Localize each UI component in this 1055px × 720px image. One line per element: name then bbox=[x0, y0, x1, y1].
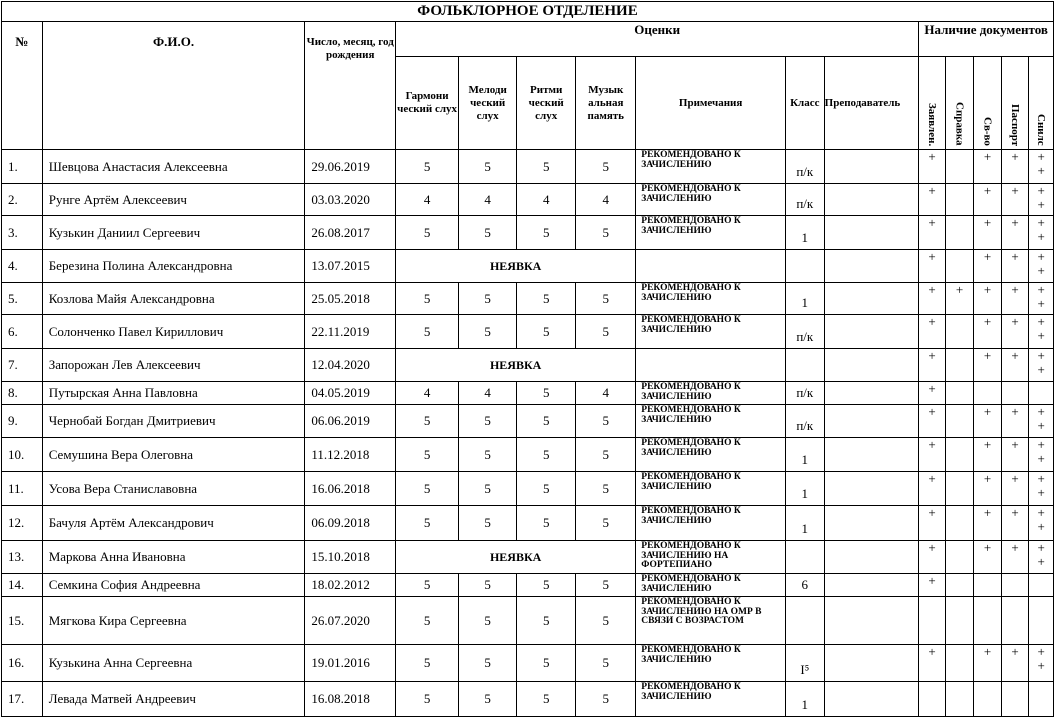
table-row bbox=[2, 216, 1054, 250]
doc-certificate bbox=[945, 382, 974, 405]
grade-rhythmic: 5 bbox=[517, 506, 576, 541]
row-number: 1. bbox=[2, 150, 43, 184]
teacher-cell bbox=[824, 506, 919, 541]
teacher-cell bbox=[824, 184, 919, 216]
header-docs: Наличие документов bbox=[919, 22, 1054, 57]
doc-application: + bbox=[919, 216, 945, 250]
grade-memory: 5 bbox=[576, 597, 636, 645]
grade-memory: 4 bbox=[576, 184, 636, 216]
grade-harmonic: 4 bbox=[396, 382, 459, 405]
class-value: 1 bbox=[785, 472, 824, 506]
teacher-cell bbox=[824, 682, 919, 717]
header-notes: Примечания bbox=[636, 57, 786, 150]
grade-memory: 5 bbox=[576, 150, 636, 184]
grade-melodic: 5 bbox=[459, 506, 517, 541]
header-doc-birth-cert: Св-во bbox=[974, 57, 1001, 150]
table-row bbox=[2, 506, 1054, 541]
absence-mark: НЕЯВКА bbox=[396, 250, 636, 283]
note: РЕКОМЕНДОВАНО К ЗАЧИСЛЕНИЮ bbox=[636, 645, 786, 682]
doc-certificate bbox=[945, 472, 974, 506]
student-name: Козлова Майя Александровна bbox=[42, 283, 305, 315]
doc-application: + bbox=[919, 438, 945, 472]
note: РЕКОМЕНДОВАНО К ЗАЧИСЛЕНИЮ bbox=[636, 216, 786, 250]
birth-date: 18.02.2012 bbox=[305, 574, 396, 597]
row-number: 16. bbox=[2, 645, 43, 682]
doc-application: + bbox=[919, 506, 945, 541]
class-value: п/к bbox=[785, 405, 824, 438]
class-value: I⁵ bbox=[785, 645, 824, 682]
doc-snils bbox=[1029, 574, 1054, 597]
doc-passport: + bbox=[1001, 472, 1028, 506]
grade-melodic: 5 bbox=[459, 645, 517, 682]
doc-certificate bbox=[945, 405, 974, 438]
row-number: 4. bbox=[2, 250, 43, 283]
table-row bbox=[2, 349, 1054, 382]
doc-application: + bbox=[919, 283, 945, 315]
student-name: Чернобай Богдан Дмитриевич bbox=[42, 405, 305, 438]
doc-snils: + + bbox=[1029, 283, 1054, 315]
class-value bbox=[785, 541, 824, 574]
doc-birth-cert: + bbox=[974, 184, 1001, 216]
row-number: 6. bbox=[2, 315, 43, 349]
doc-certificate bbox=[945, 150, 974, 184]
birth-date: 03.03.2020 bbox=[305, 184, 396, 216]
grade-rhythmic: 5 bbox=[517, 574, 576, 597]
birth-date: 12.04.2020 bbox=[305, 349, 396, 382]
grade-rhythmic: 5 bbox=[517, 682, 576, 717]
doc-certificate bbox=[945, 216, 974, 250]
grade-harmonic: 5 bbox=[396, 438, 459, 472]
grade-rhythmic: 5 bbox=[517, 283, 576, 315]
class-value bbox=[785, 597, 824, 645]
doc-application: + bbox=[919, 315, 945, 349]
birth-date: 16.06.2018 bbox=[305, 472, 396, 506]
grade-memory: 5 bbox=[576, 438, 636, 472]
doc-certificate bbox=[945, 541, 974, 574]
class-value: п/к bbox=[785, 315, 824, 349]
doc-passport: + bbox=[1001, 216, 1028, 250]
doc-snils: + + bbox=[1029, 349, 1054, 382]
student-name: Семушина Вера Олеговна bbox=[42, 438, 305, 472]
doc-application: + bbox=[919, 645, 945, 682]
note: РЕКОМЕНДОВАНО К ЗАЧИСЛЕНИЮ bbox=[636, 150, 786, 184]
grade-memory: 5 bbox=[576, 574, 636, 597]
note: РЕКОМЕНДОВАНО К ЗАЧИСЛЕНИЮ bbox=[636, 184, 786, 216]
table-row bbox=[2, 150, 1054, 184]
doc-passport: + bbox=[1001, 283, 1028, 315]
doc-birth-cert: + bbox=[974, 645, 1001, 682]
doc-certificate bbox=[945, 506, 974, 541]
table-row bbox=[2, 645, 1054, 682]
birth-date: 15.10.2018 bbox=[305, 541, 396, 574]
grade-harmonic: 5 bbox=[396, 645, 459, 682]
doc-birth-cert bbox=[974, 682, 1001, 717]
table-row bbox=[2, 541, 1054, 574]
table-row bbox=[2, 405, 1054, 438]
grade-melodic: 5 bbox=[459, 597, 517, 645]
row-number: 3. bbox=[2, 216, 43, 250]
doc-passport: + bbox=[1001, 405, 1028, 438]
grade-harmonic: 5 bbox=[396, 150, 459, 184]
header-harmonic: Гармони ческий слух bbox=[396, 57, 459, 150]
doc-passport: + bbox=[1001, 541, 1028, 574]
row-number: 17. bbox=[2, 682, 43, 717]
note: РЕКОМЕНДОВАНО К ЗАЧИСЛЕНИЮ bbox=[636, 682, 786, 717]
class-value bbox=[785, 250, 824, 283]
table-row bbox=[2, 315, 1054, 349]
doc-birth-cert: + bbox=[974, 283, 1001, 315]
teacher-cell bbox=[824, 315, 919, 349]
grade-harmonic: 5 bbox=[396, 472, 459, 506]
teacher-cell bbox=[824, 216, 919, 250]
doc-birth-cert: + bbox=[974, 541, 1001, 574]
doc-certificate bbox=[945, 574, 974, 597]
doc-application: + bbox=[919, 405, 945, 438]
teacher-cell bbox=[824, 472, 919, 506]
grade-memory: 5 bbox=[576, 682, 636, 717]
doc-application bbox=[919, 597, 945, 645]
doc-passport: + bbox=[1001, 150, 1028, 184]
row-number: 15. bbox=[2, 597, 43, 645]
teacher-cell bbox=[824, 645, 919, 682]
grade-melodic: 5 bbox=[459, 315, 517, 349]
row-number: 14. bbox=[2, 574, 43, 597]
doc-passport bbox=[1001, 574, 1028, 597]
doc-snils bbox=[1029, 597, 1054, 645]
grade-rhythmic: 5 bbox=[517, 438, 576, 472]
birth-date: 04.05.2019 bbox=[305, 382, 396, 405]
header-doc-certificate: Справка bbox=[945, 57, 974, 150]
class-value: п/к bbox=[785, 184, 824, 216]
grade-melodic: 5 bbox=[459, 283, 517, 315]
doc-snils: + + bbox=[1029, 472, 1054, 506]
header-klass: Класс bbox=[785, 57, 824, 150]
grade-rhythmic: 5 bbox=[517, 472, 576, 506]
class-value: 6 bbox=[785, 574, 824, 597]
header-dob: Число, месяц, год рождения bbox=[305, 22, 396, 150]
birth-date: 13.07.2015 bbox=[305, 250, 396, 283]
grade-harmonic: 5 bbox=[396, 506, 459, 541]
doc-snils: + + bbox=[1029, 315, 1054, 349]
teacher-cell bbox=[824, 283, 919, 315]
doc-application: + bbox=[919, 541, 945, 574]
doc-birth-cert: + bbox=[974, 506, 1001, 541]
header-teacher: Преподаватель bbox=[824, 57, 919, 150]
grade-memory: 5 bbox=[576, 506, 636, 541]
row-number: 8. bbox=[2, 382, 43, 405]
table-row bbox=[2, 438, 1054, 472]
birth-date: 16.08.2018 bbox=[305, 682, 396, 717]
note: РЕКОМЕНДОВАНО К ЗАЧИСЛЕНИЮ bbox=[636, 506, 786, 541]
note: РЕКОМЕНДОВАНО К ЗАЧИСЛЕНИЮ bbox=[636, 382, 786, 405]
note bbox=[636, 349, 786, 382]
row-number: 2. bbox=[2, 184, 43, 216]
doc-birth-cert bbox=[974, 597, 1001, 645]
doc-certificate bbox=[945, 597, 974, 645]
teacher-cell bbox=[824, 438, 919, 472]
birth-date: 26.08.2017 bbox=[305, 216, 396, 250]
grade-rhythmic: 5 bbox=[517, 405, 576, 438]
page-title: ФОЛЬКЛОРНОЕ ОТДЕЛЕНИЕ bbox=[2, 2, 1054, 22]
class-value: 1 bbox=[785, 682, 824, 717]
student-name: Усова Вера Станиславовна bbox=[42, 472, 305, 506]
row-number: 11. bbox=[2, 472, 43, 506]
birth-date: 26.07.2020 bbox=[305, 597, 396, 645]
doc-passport: + bbox=[1001, 315, 1028, 349]
row-number: 5. bbox=[2, 283, 43, 315]
teacher-cell bbox=[824, 382, 919, 405]
row-number: 12. bbox=[2, 506, 43, 541]
doc-application bbox=[919, 682, 945, 717]
table-row bbox=[2, 597, 1054, 645]
student-name: Кузькин Даниил Сергеевич bbox=[42, 216, 305, 250]
absence-mark: НЕЯВКА bbox=[396, 541, 636, 574]
doc-application: + bbox=[919, 349, 945, 382]
table-row bbox=[2, 283, 1054, 315]
grade-harmonic: 5 bbox=[396, 405, 459, 438]
class-value: 1 bbox=[785, 506, 824, 541]
doc-application: + bbox=[919, 574, 945, 597]
header-melodic: Мелоди ческий слух bbox=[459, 57, 517, 150]
teacher-cell bbox=[824, 597, 919, 645]
teacher-cell bbox=[824, 541, 919, 574]
grade-rhythmic: 5 bbox=[517, 382, 576, 405]
doc-birth-cert: + bbox=[974, 405, 1001, 438]
doc-certificate bbox=[945, 349, 974, 382]
header-rhythmic: Ритми ческий слух bbox=[517, 57, 576, 150]
header-doc-snils: Снилс bbox=[1029, 57, 1054, 150]
doc-passport: + bbox=[1001, 349, 1028, 382]
row-number: 9. bbox=[2, 405, 43, 438]
grade-melodic: 5 bbox=[459, 472, 517, 506]
doc-passport bbox=[1001, 597, 1028, 645]
doc-snils bbox=[1029, 682, 1054, 717]
teacher-cell bbox=[824, 405, 919, 438]
grade-harmonic: 5 bbox=[396, 216, 459, 250]
doc-snils: + + bbox=[1029, 438, 1054, 472]
note: РЕКОМЕНДОВАНО К ЗАЧИСЛЕНИЮ bbox=[636, 438, 786, 472]
grade-memory: 5 bbox=[576, 645, 636, 682]
doc-passport bbox=[1001, 682, 1028, 717]
grade-memory: 5 bbox=[576, 216, 636, 250]
birth-date: 11.12.2018 bbox=[305, 438, 396, 472]
doc-birth-cert: + bbox=[974, 250, 1001, 283]
doc-passport: + bbox=[1001, 250, 1028, 283]
birth-date: 25.05.2018 bbox=[305, 283, 396, 315]
header-grades: Оценки bbox=[396, 22, 919, 57]
doc-certificate bbox=[945, 645, 974, 682]
doc-application: + bbox=[919, 472, 945, 506]
table-row bbox=[2, 382, 1054, 405]
grade-harmonic: 5 bbox=[396, 574, 459, 597]
grade-memory: 4 bbox=[576, 382, 636, 405]
doc-application: + bbox=[919, 184, 945, 216]
grade-rhythmic: 5 bbox=[517, 597, 576, 645]
doc-snils bbox=[1029, 382, 1054, 405]
row-number: 7. bbox=[2, 349, 43, 382]
header-memory: Музык альная память bbox=[576, 57, 636, 150]
note: РЕКОМЕНДОВАНО К ЗАЧИСЛЕНИЮ bbox=[636, 283, 786, 315]
grade-melodic: 5 bbox=[459, 216, 517, 250]
teacher-cell bbox=[824, 574, 919, 597]
grade-memory: 5 bbox=[576, 405, 636, 438]
doc-birth-cert: + bbox=[974, 150, 1001, 184]
grade-rhythmic: 5 bbox=[517, 645, 576, 682]
student-name: Солонченко Павел Кириллович bbox=[42, 315, 305, 349]
table-row bbox=[2, 682, 1054, 717]
grade-memory: 5 bbox=[576, 315, 636, 349]
student-name: Березина Полина Александровна bbox=[42, 250, 305, 283]
doc-application: + bbox=[919, 250, 945, 283]
student-name: Мягкова Кира Сергеевна bbox=[42, 597, 305, 645]
student-name: Бачуля Артём Александрович bbox=[42, 506, 305, 541]
doc-birth-cert: + bbox=[974, 349, 1001, 382]
grade-melodic: 5 bbox=[459, 150, 517, 184]
doc-certificate bbox=[945, 682, 974, 717]
row-number: 13. bbox=[2, 541, 43, 574]
grade-harmonic: 5 bbox=[396, 315, 459, 349]
doc-snils: + + bbox=[1029, 150, 1054, 184]
header-fio: Ф.И.О. bbox=[42, 22, 305, 150]
doc-birth-cert: + bbox=[974, 472, 1001, 506]
student-name: Левада Матвей Андреевич bbox=[42, 682, 305, 717]
doc-passport: + bbox=[1001, 645, 1028, 682]
table-row bbox=[2, 250, 1054, 283]
table-row bbox=[2, 472, 1054, 506]
note: РЕКОМЕНДОВАНО К ЗАЧИСЛЕНИЮ НА ОМР В СВЯЗИ С ВОЗРАСТОМ bbox=[636, 597, 786, 645]
teacher-cell bbox=[824, 150, 919, 184]
birth-date: 06.06.2019 bbox=[305, 405, 396, 438]
absence-mark: НЕЯВКА bbox=[396, 349, 636, 382]
grade-rhythmic: 5 bbox=[517, 150, 576, 184]
note: РЕКОМЕНДОВАНО К ЗАЧИСЛЕНИЮ bbox=[636, 315, 786, 349]
grade-melodic: 5 bbox=[459, 682, 517, 717]
grade-melodic: 5 bbox=[459, 438, 517, 472]
doc-application: + bbox=[919, 150, 945, 184]
student-name: Маркова Анна Ивановна bbox=[42, 541, 305, 574]
class-value: п/к bbox=[785, 150, 824, 184]
student-name: Семкина София Андреевна bbox=[42, 574, 305, 597]
table-row bbox=[2, 184, 1054, 216]
row-number: 10. bbox=[2, 438, 43, 472]
birth-date: 29.06.2019 bbox=[305, 150, 396, 184]
grade-memory: 5 bbox=[576, 283, 636, 315]
doc-snils: + + bbox=[1029, 250, 1054, 283]
grade-rhythmic: 5 bbox=[517, 216, 576, 250]
doc-certificate bbox=[945, 184, 974, 216]
student-name: Рунге Артём Алексеевич bbox=[42, 184, 305, 216]
doc-birth-cert: + bbox=[974, 438, 1001, 472]
doc-birth-cert bbox=[974, 382, 1001, 405]
grade-rhythmic: 5 bbox=[517, 315, 576, 349]
doc-certificate bbox=[945, 250, 974, 283]
birth-date: 19.01.2016 bbox=[305, 645, 396, 682]
note: РЕКОМЕНДОВАНО К ЗАЧИСЛЕНИЮ НА ФОРТЕПИАНО bbox=[636, 541, 786, 574]
doc-snils: + + bbox=[1029, 506, 1054, 541]
student-name: Запорожан Лев Алексеевич bbox=[42, 349, 305, 382]
doc-birth-cert bbox=[974, 574, 1001, 597]
grade-harmonic: 5 bbox=[396, 283, 459, 315]
note bbox=[636, 250, 786, 283]
grade-harmonic: 5 bbox=[396, 597, 459, 645]
doc-certificate bbox=[945, 315, 974, 349]
doc-birth-cert: + bbox=[974, 315, 1001, 349]
grade-harmonic: 4 bbox=[396, 184, 459, 216]
grade-melodic: 5 bbox=[459, 574, 517, 597]
grade-melodic: 5 bbox=[459, 405, 517, 438]
doc-snils: + + bbox=[1029, 541, 1054, 574]
doc-certificate: + bbox=[945, 283, 974, 315]
note: РЕКОМЕНДОВАНО К ЗАЧИСЛЕНИЮ bbox=[636, 574, 786, 597]
birth-date: 22.11.2019 bbox=[305, 315, 396, 349]
header-doc-application: Заявлен. bbox=[919, 57, 945, 150]
grade-melodic: 4 bbox=[459, 184, 517, 216]
note: РЕКОМЕНДОВАНО К ЗАЧИСЛЕНИЮ bbox=[636, 405, 786, 438]
class-value: п/к bbox=[785, 382, 824, 405]
doc-snils: + + bbox=[1029, 645, 1054, 682]
class-value: 1 bbox=[785, 216, 824, 250]
header-doc-passport: Паспорт bbox=[1001, 57, 1028, 150]
student-name: Кузькина Анна Сергеевна bbox=[42, 645, 305, 682]
doc-passport: + bbox=[1001, 438, 1028, 472]
doc-application: + bbox=[919, 382, 945, 405]
header-num: № bbox=[2, 22, 43, 150]
grade-memory: 5 bbox=[576, 472, 636, 506]
doc-passport: + bbox=[1001, 184, 1028, 216]
table-row bbox=[2, 574, 1054, 597]
doc-passport: + bbox=[1001, 506, 1028, 541]
note: РЕКОМЕНДОВАНО К ЗАЧИСЛЕНИЮ bbox=[636, 472, 786, 506]
doc-snils: + + bbox=[1029, 184, 1054, 216]
class-value bbox=[785, 349, 824, 382]
doc-snils: + + bbox=[1029, 405, 1054, 438]
student-name: Путырская Анна Павловна bbox=[42, 382, 305, 405]
class-value: 1 bbox=[785, 438, 824, 472]
grade-rhythmic: 4 bbox=[517, 184, 576, 216]
doc-certificate bbox=[945, 438, 974, 472]
admission-table bbox=[1, 1, 1054, 717]
grade-harmonic: 5 bbox=[396, 682, 459, 717]
doc-passport bbox=[1001, 382, 1028, 405]
grade-melodic: 4 bbox=[459, 382, 517, 405]
teacher-cell bbox=[824, 349, 919, 382]
birth-date: 06.09.2018 bbox=[305, 506, 396, 541]
student-name: Шевцова Анастасия Алексеевна bbox=[42, 150, 305, 184]
doc-birth-cert: + bbox=[974, 216, 1001, 250]
doc-snils: + + bbox=[1029, 216, 1054, 250]
class-value: 1 bbox=[785, 283, 824, 315]
teacher-cell bbox=[824, 250, 919, 283]
